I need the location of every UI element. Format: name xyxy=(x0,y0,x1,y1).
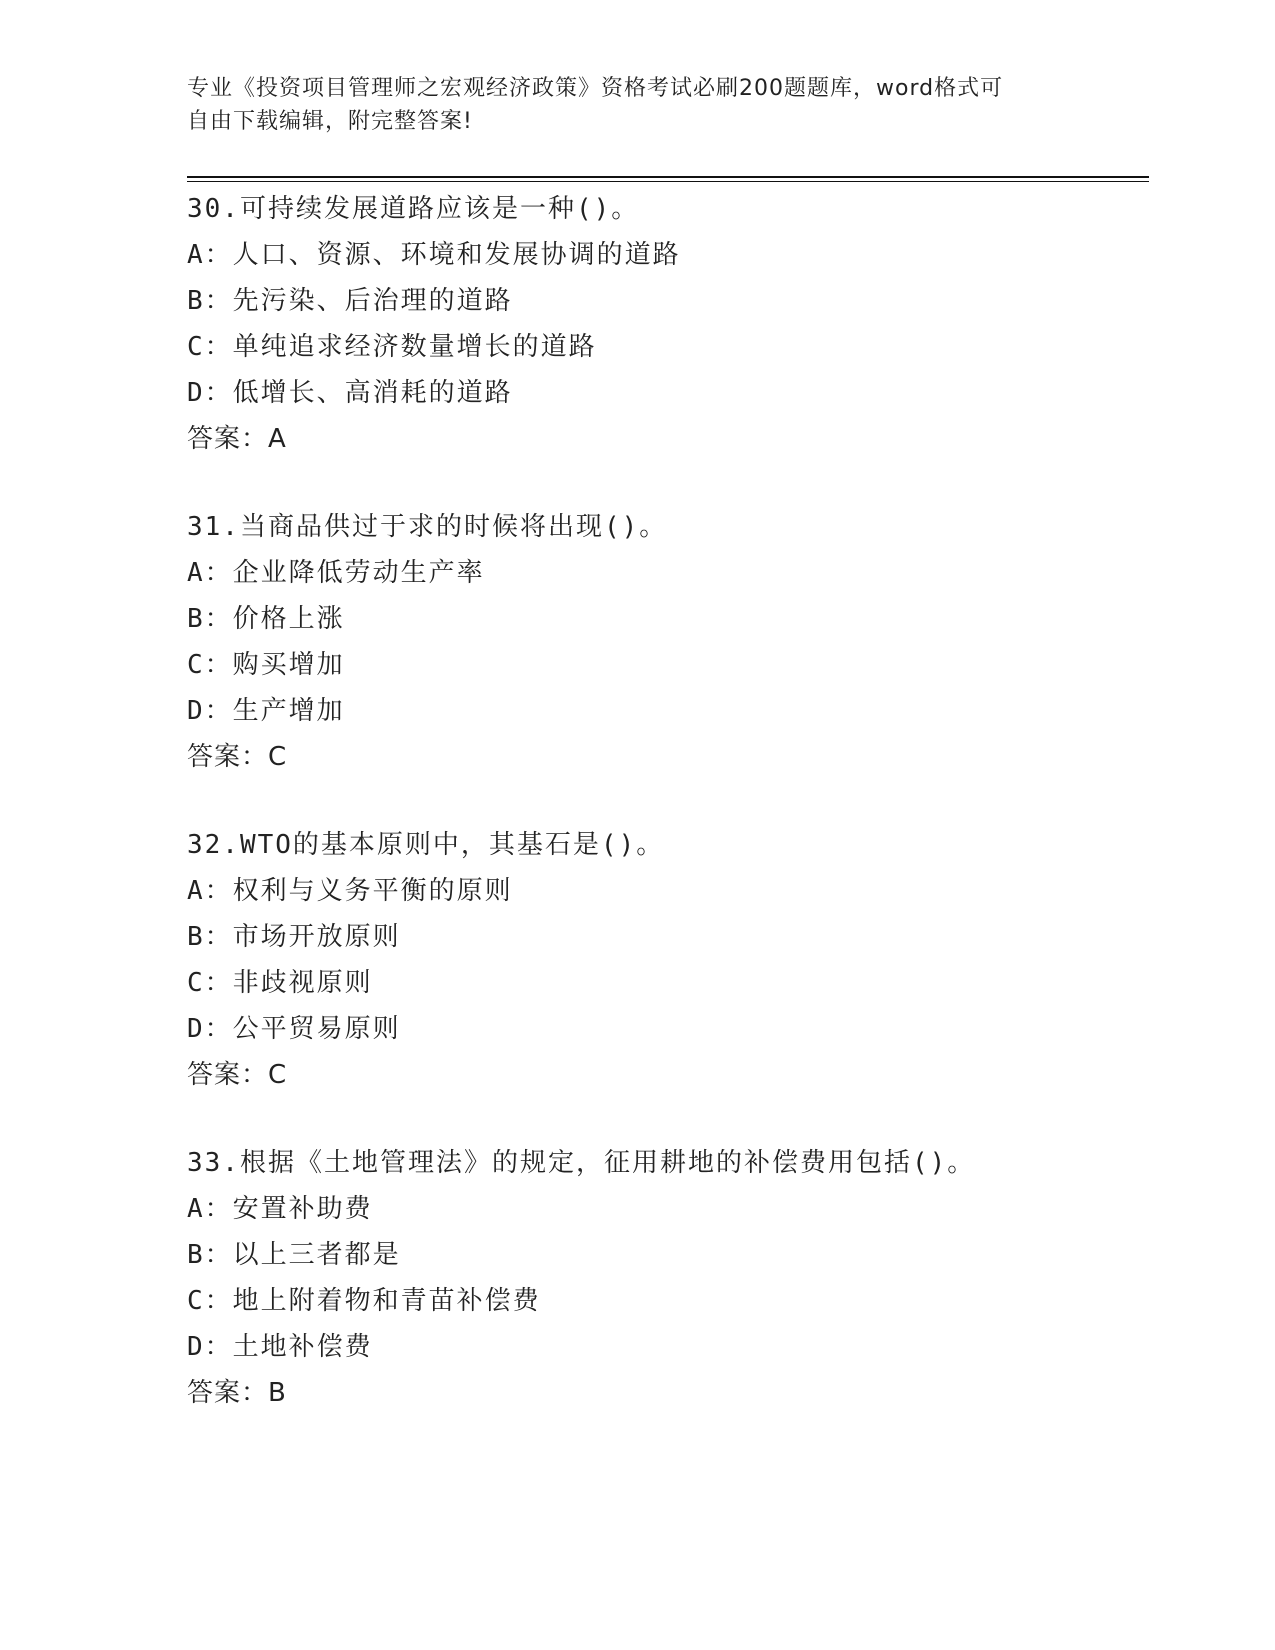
option-c: C：非歧视原则 xyxy=(187,968,373,998)
answer-label: 答案：C xyxy=(187,1060,288,1090)
option-a: A：企业降低劳动生产率 xyxy=(187,558,485,588)
option-c: C：单纯追求经济数量增长的道路 xyxy=(187,332,597,362)
answer-label: 答案：B xyxy=(187,1378,287,1408)
header-title-line-2: 自由下载编辑，附完整答案! xyxy=(187,109,473,134)
option-a: A：安置补助费 xyxy=(187,1194,373,1224)
option-b: B：价格上涨 xyxy=(187,604,345,634)
question-30 xyxy=(187,186,1147,462)
header-title-line-1: 专业《投资项目管理师之宏观经济政策》资格考试必刷200题题库，word格式可 xyxy=(187,76,1004,101)
option-a: A：人口、资源、环境和发展协调的道路 xyxy=(187,240,681,270)
option-d: D：土地补偿费 xyxy=(187,1332,373,1362)
question-31 xyxy=(187,504,1147,780)
question-33 xyxy=(187,1140,1147,1416)
option-d: D：生产增加 xyxy=(187,696,345,726)
option-a: A：权利与义务平衡的原则 xyxy=(187,876,513,906)
question-32 xyxy=(187,822,1147,1098)
answer-label: 答案：A xyxy=(187,424,287,454)
option-b: B：先污染、后治理的道路 xyxy=(187,286,513,316)
option-d: D：低增长、高消耗的道路 xyxy=(187,378,513,408)
document-header xyxy=(187,72,1067,138)
answer-label: 答案：C xyxy=(187,742,288,772)
option-b: B：以上三者都是 xyxy=(187,1240,401,1270)
question-stem: 30.可持续发展道路应该是一种()。 xyxy=(187,194,640,224)
header-divider-thick xyxy=(187,176,1149,178)
question-stem: 32.WTO的基本原则中，其基石是()。 xyxy=(187,830,665,860)
header-divider-thin xyxy=(187,181,1149,182)
option-c: C：购买增加 xyxy=(187,650,345,680)
option-b: B：市场开放原则 xyxy=(187,922,401,952)
question-stem: 33.根据《土地管理法》的规定，征用耕地的补偿费用包括()。 xyxy=(187,1148,976,1178)
option-d: D：公平贸易原则 xyxy=(187,1014,401,1044)
question-stem: 31.当商品供过于求的时候将出现()。 xyxy=(187,512,668,542)
option-c: C：地上附着物和青苗补偿费 xyxy=(187,1286,541,1316)
